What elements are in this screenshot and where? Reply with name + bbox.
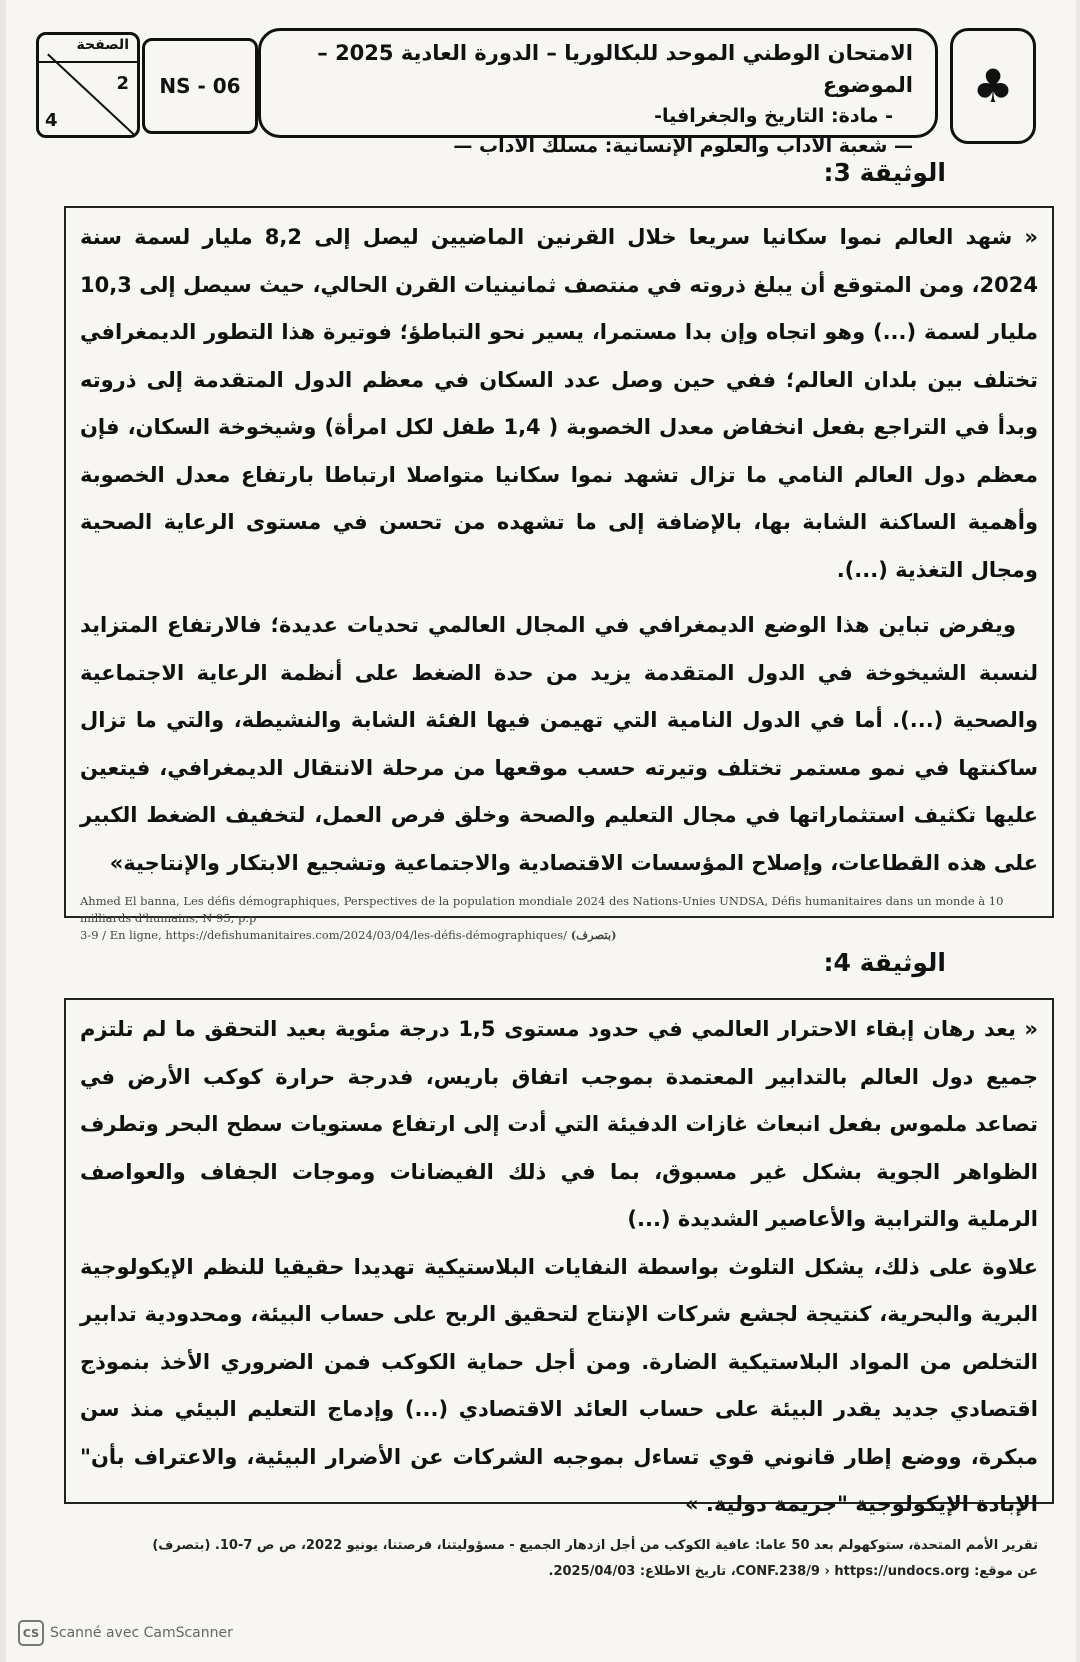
- document-4-heading: الوثيقة 4:: [823, 948, 946, 977]
- document-4-box: [64, 998, 1054, 1579]
- document-4-paragraph-1: « يعد رهان إبقاء الاحترار العالمي في حدود مستوى 1,5 درجة مئوية بعيد التحقق ما لم تلتزم جميع دول العالم بالتدابير المعتمدة بموجب اتفاق باريس، فدرجة حرارة كوكب الأرض في تصاعد ملموس بفعل انبعاث غازات الدفيئة التي أدت إلى ارتفاع مستويات سطح البحر وتطرف الظواهر الجوية بشكل غير مسبوق، بما في ذلك الفيضانات وموجات الجفاف والعواصف الرملية والترابية والأعاصير الشديدة (...): [80, 1017, 1039, 1231]
- document-3-paragraph-2: ويفرض تباين هذا الوضع الديمغرافي في المجال العالمي تحديات عديدة؛ فالارتفاع المتزايد لنسبة الشيخوخة في الدول المتقدمة يزيد من حدة الضغط على أنظمة الرعاية الاجتماعية والصحية (...). أما في الدول النامية التي تهيمن فيها الفئة الشابة والنشيطة، والتي ما تزال ساكنتها في نمو مستمر تختلف وتيرته حسب موقعها من مرحلة الانتقال الديمغرافي، فيتعين عليها تكثيف استثماراتها في مجال التعليم والصحة وخلق فرص العمل، لتخفيف الضغط الكبير على هذه القطاعات، وإصلاح المؤسسات الاقتصادية والاجتماعية وتشجيع الابتكار والإنتاجية»: [80, 613, 1038, 875]
- page-current: 2: [116, 73, 129, 94]
- page-label: الصفحة: [76, 37, 129, 53]
- camscanner-logo: CS: [18, 1620, 44, 1646]
- scanner-text: Scanné avec CamScanner: [50, 1625, 233, 1641]
- document-4-paragraph-2: علاوة على ذلك، يشكل التلوث بواسطة النفايات البلاستيكية تهديدا حقيقيا للنظم الإيكولوجية البرية والبحرية، كنتيجة لجشع شركات الإنتاج لتحقيق الربح على حساب البيئة، ومحدودية تدابير التخلص من المواد البلاستيكية الضارة. ومن أجل حماية الكوكب فمن الضروري الأخذ بنموذج اقتصادي جديد يقدر البيئة على حساب العائد الاقتصادي (...) وإدماج التعليم البيئي منذ سن مبكرة، ووضع إطار قانوني قوي تساءل بموجبه الشركات عن الأضرار البيئية، والاعتراف بأن" الإبادة الإيكولوجية "جريمة دولية. »: [80, 1254, 1038, 1516]
- document-3-source: [80, 893, 1038, 944]
- document-3-source-note: (بتصرف): [570, 928, 617, 942]
- document-3-source-line-2: 3-9 / En ligne, https://defishumanitaires.com/2024/03/04/les-défis-démographiques/: [80, 928, 568, 942]
- exam-title-box: [258, 28, 938, 157]
- exam-branch: — شعبة الآداب والعلوم الإنسانية: مسلك الآداب —: [453, 135, 913, 157]
- exam-subject: - مادة: التاريخ والجغرافيا-: [654, 105, 893, 127]
- document-3-box: [64, 206, 1054, 942]
- document-4-source: [80, 1533, 1038, 1585]
- club-icon: ♣: [950, 28, 1036, 144]
- document-4-source-line-2: عن موقع: CONF.238/9 › https://undocs.org، تاريخ الاطلاع: 2025/04/03.: [548, 1563, 1038, 1579]
- scanner-watermark: [18, 1620, 233, 1646]
- document-3-source-line-1: Ahmed El banna, Les défis démographiques, Perspectives de la population mondiale 2024 des Nations-Unies UNDSA, Défis humanitaires dans un monde à 10 milliards d'humains, N 95, p.p: [80, 894, 1004, 925]
- exam-header: [36, 22, 1036, 157]
- document-4-source-line-1: تقرير الأمم المتحدة، ستوكهولم بعد 50 عاما: عافية الكوكب من أجل ازدهار الجميع - مسؤوليتنا، فرصتنا، يونيو 2022، ص ص 7-10. (بتصرف): [152, 1537, 1038, 1553]
- page-number-box: [36, 32, 140, 138]
- exam-page: [6, 0, 1076, 1662]
- page-box-diagonal: [47, 54, 140, 138]
- exam-title: الامتحان الوطني الموحد للبكالوريا – الدورة العادية 2025 – الموضوع: [317, 41, 913, 97]
- document-3-paragraph-1: « شهد العالم نموا سكانيا سريعا خلال القرنين الماضيين ليصل إلى 8,2 مليار لسمة سنة 2024، ومن المتوقع أن يبلغ ذروته في منتصف ثمانينيات القرن الحالي، حيث سيصل إلى 10,3 مليار لسمة (...) وهو اتجاه وإن بدا مستمرا، يسير نحو التباطؤ؛ فوتيرة هذا التطور الديمغرافي تختلف بين بلدان العالم؛ ففي حين وصل عدد السكان في معظم الدول المتقدمة إلى ذروته وبدأ في التراجع بفعل انخفاض معدل الخصوبة ( 1,4 طفل لكل امرأة) وشيخوخة السكان، فإن معظم دول العالم النامي ما تزال تشهد نموا سكانيا متواصلا ارتباطا بارتفاع معدل الخصوبة وأهمية الساكنة الشابة بها، بالإضافة إلى ما تشهده من تحسن في مستوى الرعاية الصحية ومجال التغذية (...).: [80, 225, 1038, 582]
- document-3-heading: الوثيقة 3:: [823, 158, 946, 187]
- page-total: 4: [45, 110, 58, 131]
- exam-code: NS - 06: [142, 38, 258, 134]
